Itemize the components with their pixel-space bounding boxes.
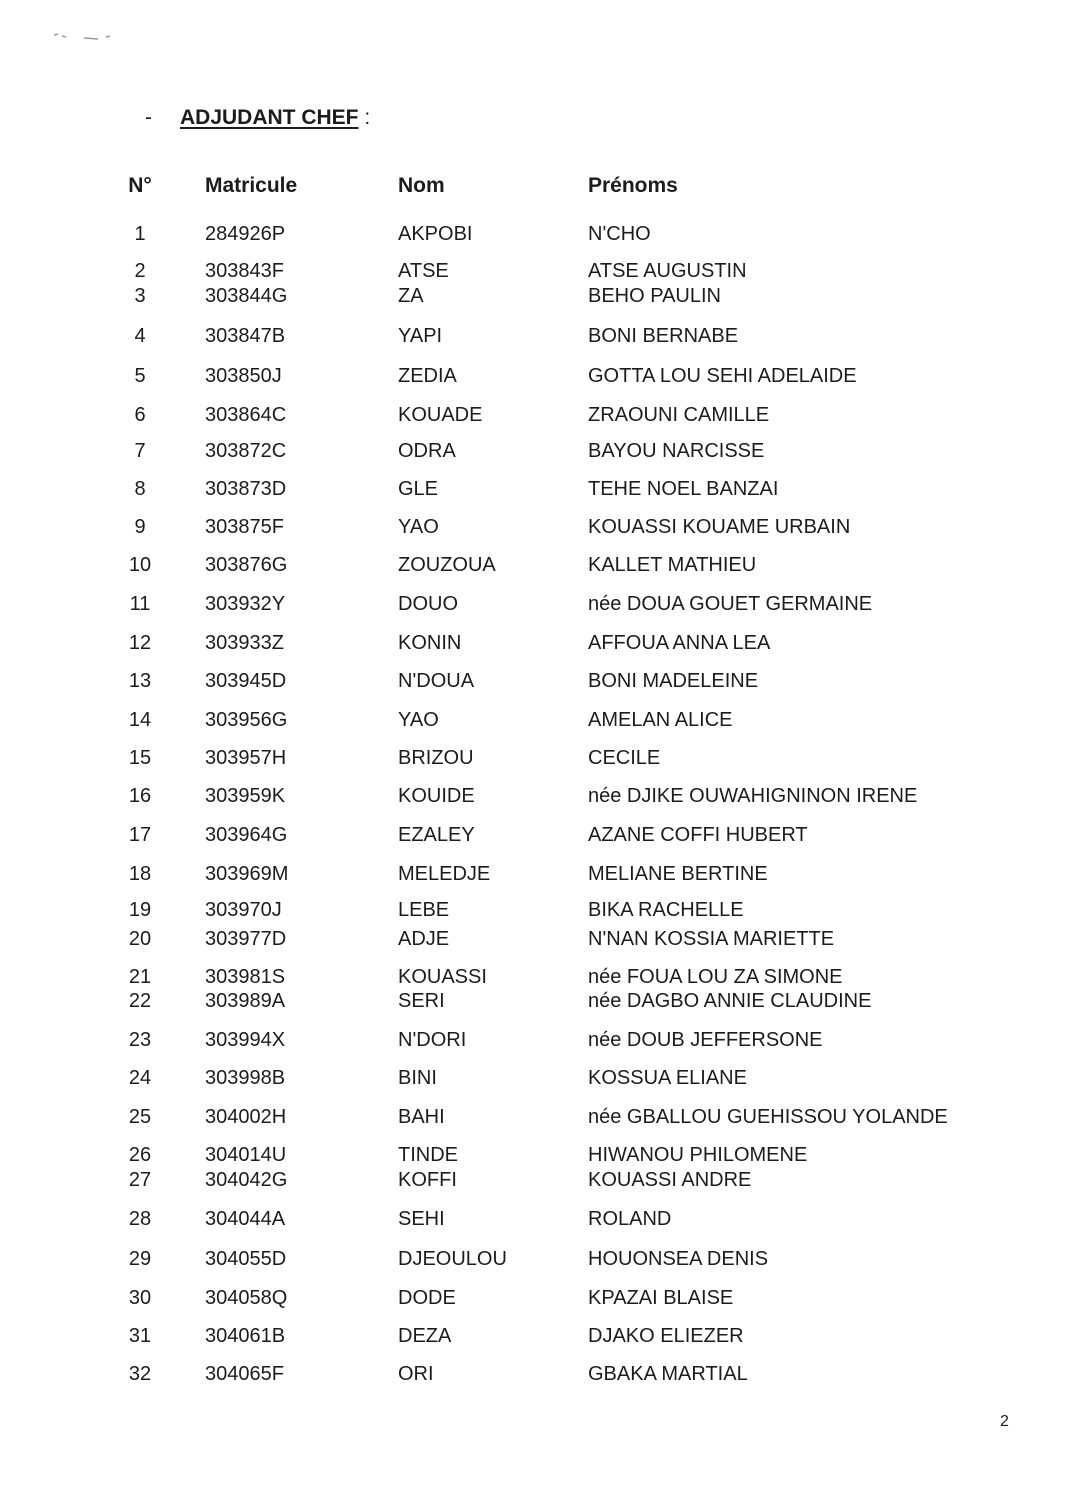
section-dash: - [145,106,152,129]
row-num: 5 [134,365,146,387]
row-nom: N'DOUA [398,670,475,692]
row-prenoms: KOSSUA ELIANE [588,1067,747,1089]
row-matricule: 303876G [205,554,288,576]
row-prenoms: AMELAN ALICE [588,709,733,731]
row-prenoms: MELIANE BERTINE [588,863,768,885]
row-nom: SERI [398,990,445,1012]
row-prenoms: BEHO PAULIN [588,285,721,307]
row-matricule: 303847B [205,325,286,347]
row-num: 31 [128,1325,152,1347]
row-prenoms: HIWANOU PHILOMENE [588,1144,808,1166]
row-nom: GLE [398,478,439,500]
row-nom: SEHI [398,1208,445,1230]
row-matricule: 303994X [205,1029,286,1051]
row-nom: DODE [398,1287,456,1309]
row-matricule: 303977D [205,928,287,950]
row-matricule: 303932Y [205,593,286,615]
row-num: 19 [128,899,152,921]
row-num: 16 [128,785,152,807]
row-nom: AKPOBI [398,223,473,245]
row-nom: ZOUZOUA [398,554,496,576]
row-matricule: 303850J [205,365,282,387]
row-num: 6 [134,404,146,426]
row-prenoms: GOTTA LOU SEHI ADELAIDE [588,365,857,387]
row-prenoms: KALLET MATHIEU [588,554,757,576]
row-matricule: 303873D [205,478,287,500]
row-nom: KONIN [398,632,462,654]
row-matricule: 304014U [205,1144,287,1166]
row-num: 9 [134,516,146,538]
row-num: 10 [128,554,152,576]
page-number: 2 [1000,1413,1009,1430]
row-prenoms: BONI MADELEINE [588,670,759,692]
row-num: 24 [128,1067,152,1089]
row-nom: N'DORI [398,1029,467,1051]
row-num: 21 [128,966,152,988]
row-matricule: 303933Z [205,632,284,654]
row-prenoms: née DOUA GOUET GERMAINE [588,593,873,615]
row-matricule: 303843F [205,260,284,282]
section-suffix: : [358,106,371,129]
row-matricule: 303970J [205,899,282,921]
row-nom: TINDE [398,1144,458,1166]
row-num: 4 [134,325,146,347]
row-num: 32 [128,1363,152,1385]
row-prenoms: AZANE COFFI HUBERT [588,824,808,846]
section-title: ADJUDANT CHEF [180,106,359,129]
header-prenoms: Prénoms [588,174,678,197]
row-matricule: 304058Q [205,1287,288,1309]
row-nom: ODRA [398,440,456,462]
row-nom: BRIZOU [398,747,474,769]
row-num: 20 [128,928,152,950]
row-matricule: 303959K [205,785,286,807]
row-nom: DOUO [398,593,458,615]
row-num: 1 [134,223,146,245]
row-matricule: 303981S [205,966,286,988]
row-nom: DEZA [398,1325,452,1347]
row-prenoms: BAYOU NARCISSE [588,440,765,462]
row-num: 18 [128,863,152,885]
row-prenoms: HOUONSEA DENIS [588,1248,769,1270]
row-nom: KOUADE [398,404,483,426]
row-num: 27 [128,1169,152,1191]
row-prenoms: née DJIKE OUWAHIGNINON IRENE [588,785,918,807]
row-num: 14 [128,709,152,731]
row-matricule: 303956G [205,709,288,731]
row-prenoms: TEHE NOEL BANZAI [588,478,779,500]
row-num: 3 [134,285,146,307]
row-nom: DJEOULOU [398,1248,507,1270]
row-nom: LEBE [398,899,450,921]
row-prenoms: AFFOUA ANNA LEA [588,632,771,654]
row-num: 11 [129,593,151,615]
row-num: 30 [128,1287,152,1309]
row-matricule: 303969M [205,863,289,885]
row-prenoms: GBAKA MARTIAL [588,1363,748,1385]
row-num: 17 [128,824,152,846]
row-matricule: 303964G [205,824,288,846]
row-matricule: 304042G [205,1169,288,1191]
row-nom: BINI [398,1067,437,1089]
row-matricule: 303864C [205,404,287,426]
section-heading [145,104,370,132]
header-num: N° [128,174,152,197]
row-matricule: 303844G [205,285,288,307]
row-prenoms: née FOUA LOU ZA SIMONE [588,966,843,988]
row-prenoms: ATSE AUGUSTIN [588,260,747,282]
row-num: 7 [134,440,146,462]
row-matricule: 303872C [205,440,287,462]
row-prenoms: KOUASSI KOUAME URBAIN [588,516,851,538]
row-prenoms: ROLAND [588,1208,672,1230]
row-prenoms: DJAKO ELIEZER [588,1325,744,1347]
row-nom: ORI [398,1363,434,1385]
row-matricule: 304061B [205,1325,286,1347]
scan-artifact [50,30,125,42]
header-matricule: Matricule [205,174,298,197]
row-prenoms: ZRAOUNI CAMILLE [588,404,770,426]
row-prenoms: née DAGBO ANNIE CLAUDINE [588,990,872,1012]
row-nom: BAHI [398,1106,445,1128]
row-matricule: 303957H [205,747,287,769]
row-nom: YAO [398,516,439,538]
row-num: 12 [128,632,152,654]
row-num: 22 [128,990,152,1012]
row-prenoms: KOUASSI ANDRE [588,1169,752,1191]
row-matricule: 304065F [205,1363,284,1385]
row-num: 15 [128,747,152,769]
row-nom: ATSE [398,260,449,282]
row-num: 28 [128,1208,152,1230]
row-num: 29 [128,1248,152,1270]
row-num: 26 [128,1144,152,1166]
header-nom: Nom [398,174,445,197]
row-nom: ADJE [398,928,450,950]
row-num: 25 [128,1106,152,1128]
row-prenoms: KPAZAI BLAISE [588,1287,734,1309]
row-prenoms: BONI BERNABE [588,325,739,347]
row-nom: MELEDJE [398,863,491,885]
row-num: 13 [128,670,152,692]
row-nom: ZEDIA [398,365,457,387]
row-prenoms: N'NAN KOSSIA MARIETTE [588,928,835,950]
row-prenoms: née GBALLOU GUEHISSOU YOLANDE [588,1106,948,1128]
row-prenoms: BIKA RACHELLE [588,899,744,921]
row-matricule: 303989A [205,990,286,1012]
row-num: 8 [134,478,146,500]
row-nom: YAPI [398,325,443,347]
row-matricule: 304055D [205,1248,287,1270]
row-prenoms: N'CHO [588,223,651,245]
row-matricule: 284926P [205,223,286,245]
row-nom: KOUASSI [398,966,487,988]
row-nom: EZALEY [398,824,475,846]
row-matricule: 304002H [205,1106,287,1128]
row-nom: YAO [398,709,439,731]
row-nom: KOFFI [398,1169,457,1191]
row-nom: ZA [398,285,424,307]
row-num: 2 [134,260,146,282]
row-num: 23 [128,1029,152,1051]
row-prenoms: née DOUB JEFFERSONE [588,1029,823,1051]
row-matricule: 303945D [205,670,287,692]
row-nom: KOUIDE [398,785,475,807]
row-matricule: 303875F [205,516,284,538]
row-matricule: 303998B [205,1067,286,1089]
row-matricule: 304044A [205,1208,286,1230]
row-prenoms: CECILE [588,747,661,769]
